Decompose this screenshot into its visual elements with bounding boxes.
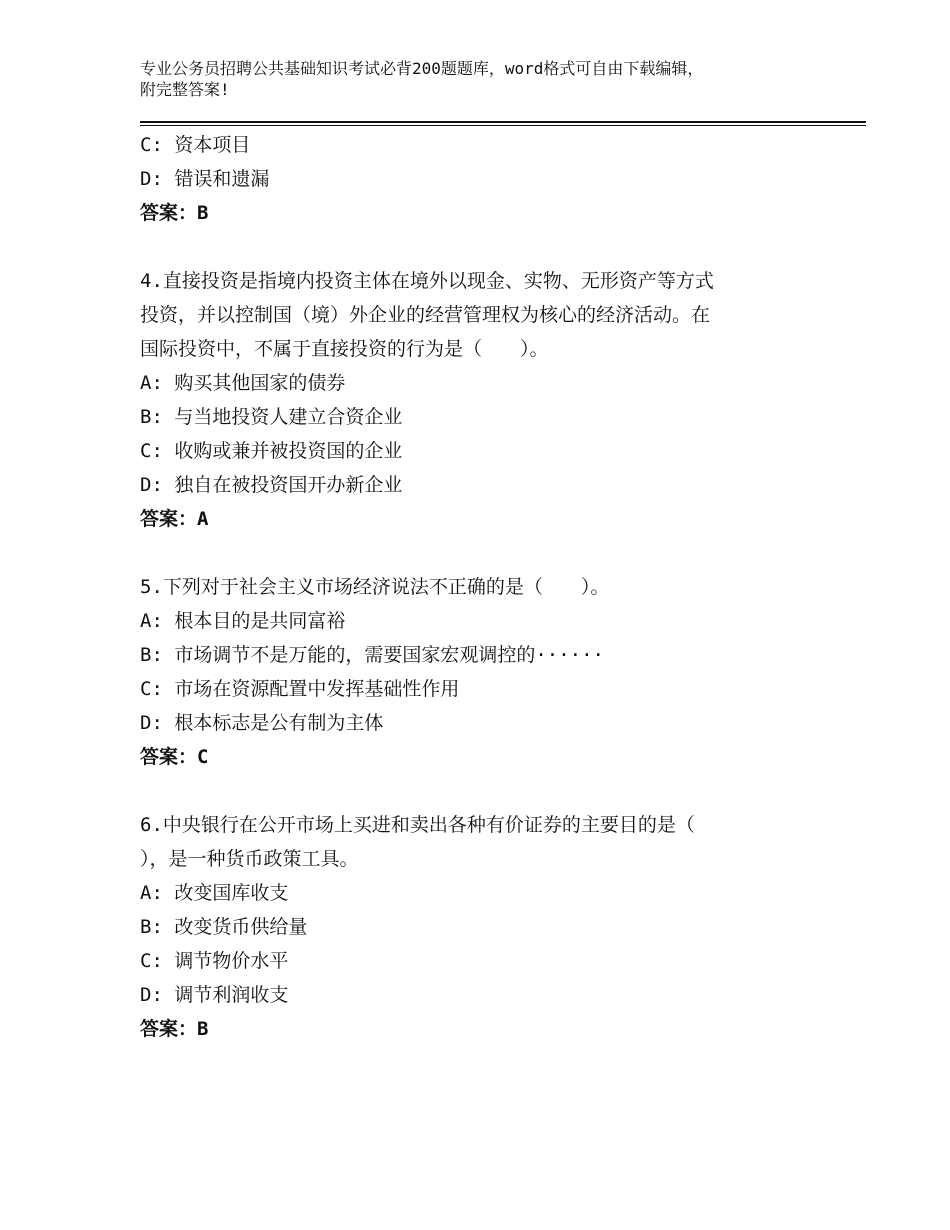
question-stem-line: 投资，并以控制国（境）外企业的经营管理权为核心的经济活动。在 — [140, 304, 711, 326]
option-c: C: 收购或兼并被投资国的企业 — [140, 440, 403, 462]
option-d: D: 根本标志是公有制为主体 — [140, 712, 384, 734]
option-c: C: 市场在资源配置中发挥基础性作用 — [140, 678, 460, 700]
spacer — [140, 536, 820, 570]
question-stem-line: 国际投资中，不属于直接投资的行为是（ ）。 — [140, 338, 549, 360]
option-a: A: 根本目的是共同富裕 — [140, 610, 346, 632]
option-d: D: 错误和遗漏 — [140, 168, 270, 190]
question-stem-line: 6.中央银行在公开市场上买进和卖出各种有价证券的主要目的是（ — [140, 814, 695, 836]
answer-line: 答案：C — [140, 746, 209, 768]
question-stem-line: 5.下列对于社会主义市场经济说法不正确的是（ ）。 — [140, 576, 610, 598]
question-4 — [140, 264, 820, 536]
option-d: D: 调节利润收支 — [140, 984, 289, 1006]
option-b: B: 改变货币供给量 — [140, 916, 308, 938]
answer-line: 答案：B — [140, 1018, 209, 1040]
option-b: B: 市场调节不是万能的，需要国家宏观调控的······ — [140, 644, 604, 666]
spacer — [140, 230, 820, 264]
spacer — [140, 774, 820, 808]
option-a: A: 改变国库收支 — [140, 882, 289, 904]
header-rule-thin — [140, 125, 866, 126]
question-6 — [140, 808, 820, 1046]
prev-question — [140, 128, 820, 230]
question-5 — [140, 570, 820, 774]
option-a: A: 购买其他国家的债券 — [140, 372, 346, 394]
answer-line: 答案：B — [140, 202, 209, 224]
option-c: C: 资本项目 — [140, 134, 251, 156]
document-header — [140, 58, 840, 100]
question-stem-line: ），是一种货币政策工具。 — [140, 848, 359, 870]
question-stem-line: 4.直接投资是指境内投资主体在境外以现金、实物、无形资产等方式 — [140, 270, 714, 292]
header-rule-thick — [140, 121, 866, 123]
header-line-2: 附完整答案! — [140, 80, 230, 99]
question-content — [140, 128, 820, 1046]
option-c: C: 调节物价水平 — [140, 950, 289, 972]
header-line-1: 专业公务员招聘公共基础知识考试必背200题题库，word格式可自由下载编辑， — [140, 59, 704, 78]
answer-line: 答案：A — [140, 508, 209, 530]
option-b: B: 与当地投资人建立合资企业 — [140, 406, 403, 428]
option-d: D: 独自在被投资国开办新企业 — [140, 474, 403, 496]
